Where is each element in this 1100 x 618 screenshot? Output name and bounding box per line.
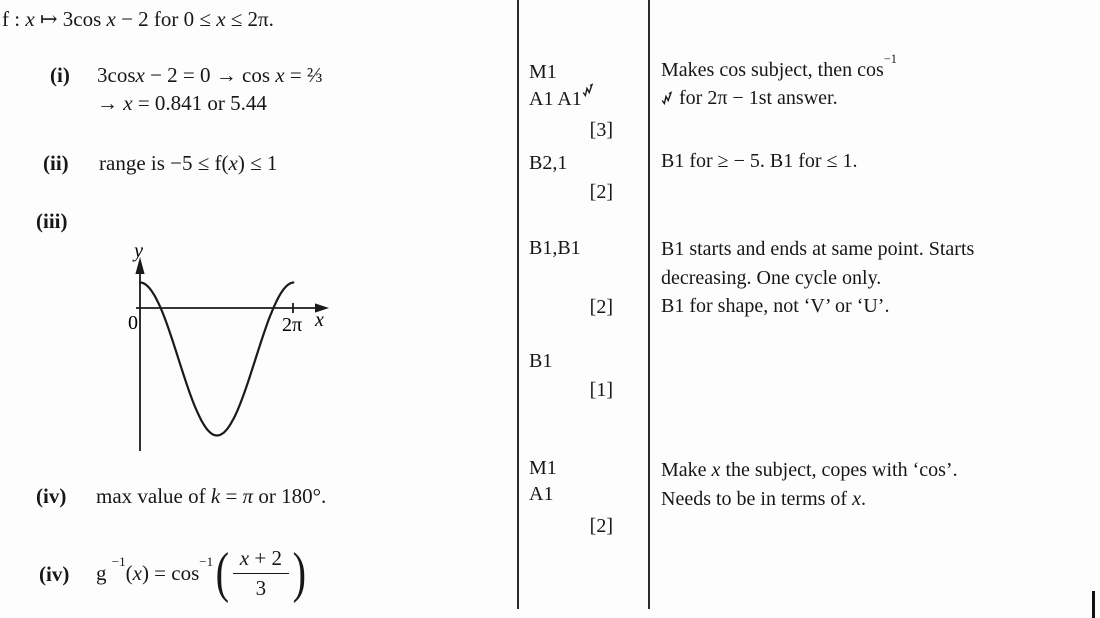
fraction-denominator: 3 — [255, 575, 267, 600]
comment-i-line2 — [661, 87, 838, 110]
close-paren: ) — [292, 541, 307, 604]
comment-iii — [661, 235, 974, 321]
part-iv-label: (iv) — [36, 484, 67, 508]
mark-iii-b1b1: B1,B1 — [529, 237, 581, 259]
mark-iii-b-total: [1] — [589, 379, 613, 401]
comment-i-line2-text: for 2π − 1st answer. — [674, 87, 838, 109]
part-i-working-line1: 3cosx − 2 = 0 → cos x = ⅔ — [97, 63, 323, 87]
y-axis-label: y — [134, 240, 143, 262]
cosine-curve — [140, 283, 293, 436]
mark-ii-b21: B2,1 — [529, 152, 568, 174]
comment-iv-line2: Needs to be in terms of x. — [661, 487, 866, 510]
part-iii-label: (iii) — [36, 209, 68, 233]
comment-iii-line3: B1 for shape, not ‘V’ or ‘U’. — [661, 295, 890, 317]
mark-i-m1: M1 — [529, 61, 557, 83]
part-i-label: (i) — [50, 63, 70, 87]
part-i-working-line2: → x = 0.841 or 5.44 — [97, 91, 267, 115]
open-paren: ( — [215, 541, 230, 604]
mark-iv-total: [2] — [589, 515, 613, 537]
follow-through-tick-icon — [582, 83, 595, 98]
part-ii-answer: range is −5 ≤ f(x) ≤ 1 — [99, 151, 278, 175]
mark-iii-total: [2] — [589, 296, 613, 318]
caret-mark — [1092, 591, 1095, 618]
column-divider-right — [648, 0, 650, 609]
x-tick-label-2pi: 2π — [281, 314, 303, 336]
mark-iv-a1: A1 — [529, 483, 554, 505]
comment-i-line1: Makes cos subject, then $\cos^{-1}$ — [661, 51, 897, 81]
comment-iv — [661, 456, 958, 513]
part-iv-answer: max value of k = π or 180°. — [96, 484, 327, 508]
origin-label: 0 — [128, 312, 138, 334]
comment-ii: B1 for ≥ − 5. B1 for ≤ 1. — [661, 150, 858, 172]
mark-ii-total: [2] — [589, 181, 613, 203]
fraction — [233, 546, 289, 601]
inverse-function-prefix: g $^{-1}(x) = \cos^{-1}$ — [96, 553, 214, 585]
part-ii-label: (ii) — [43, 151, 69, 175]
mark-i-a1a1-text: A1 A1 — [529, 88, 582, 110]
comment-iii-line1: B1 starts and ends at same point. Starts — [661, 238, 975, 260]
inverse-function-formula — [96, 538, 309, 608]
x-axis-label: x — [315, 309, 324, 331]
mark-i-a1a1 — [529, 88, 595, 111]
column-divider-left — [517, 0, 519, 609]
fraction-numerator: x + 2 — [233, 546, 289, 574]
mark-iii-b1: B1 — [529, 350, 553, 372]
follow-through-tick-icon — [661, 91, 674, 106]
part-iv-b-label: (iv) — [39, 562, 70, 586]
comment-iv-line1: Make x the subject, copes with ‘cos’. — [661, 459, 958, 481]
cosine-sketch-graph — [120, 238, 335, 455]
comment-iii-line2: decreasing. One cycle only. — [661, 266, 882, 289]
function-definition: f : x ↦ 3cos x − 2 for 0 ≤ x ≤ 2π. — [2, 7, 274, 31]
mark-i-total: [3] — [589, 119, 613, 141]
mark-iv-m1: M1 — [529, 457, 557, 479]
